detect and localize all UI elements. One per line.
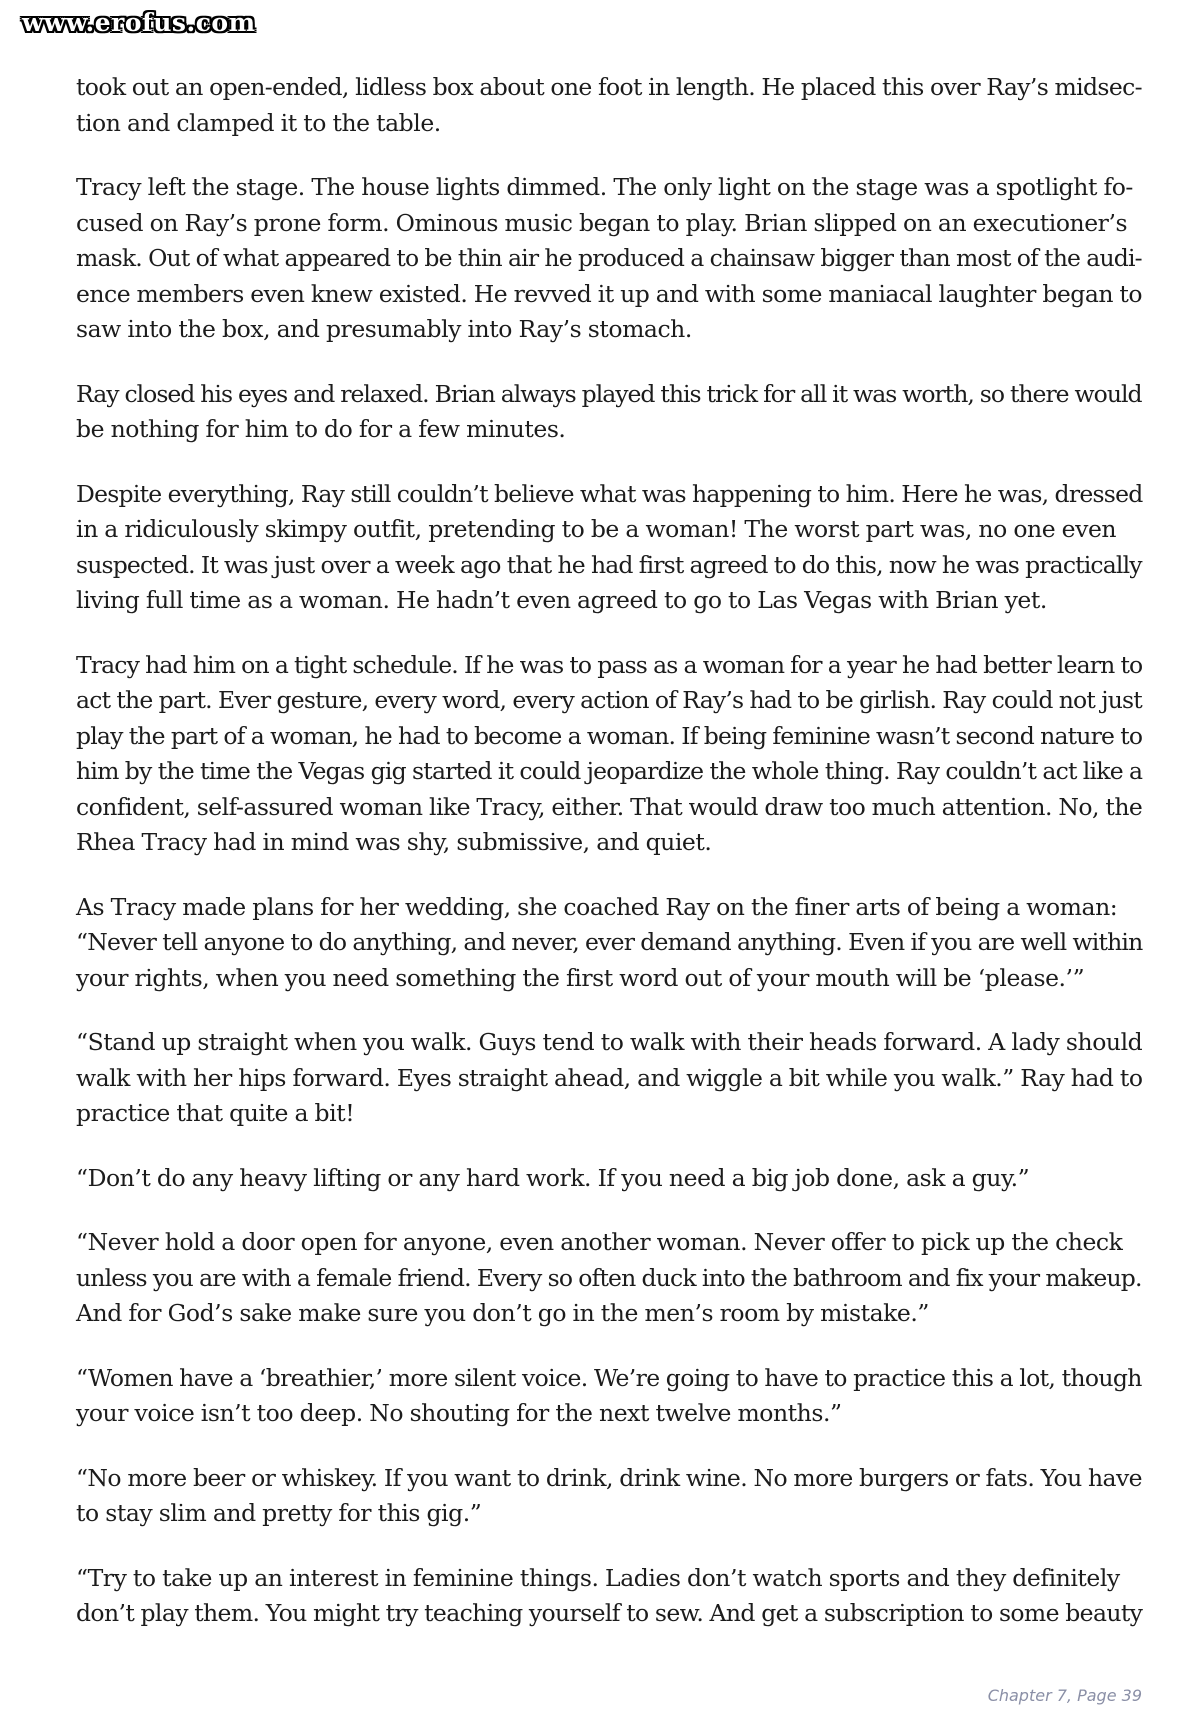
text-line: your rights, when you need something the first word out of your mouth will be ‘please.’” xyxy=(76,963,1085,992)
text-line: “Never tell anyone to do anything, and never, ever demand anything. Even if you are well within xyxy=(76,928,1143,956)
text-line: unless you are with a female friend. Every so often duck into the bathroom and fix your makeup. xyxy=(76,1263,1142,1292)
text-line: don’t play them. You might try teaching yourself to sew. And get a subscription to some beauty xyxy=(76,1599,1143,1627)
text-line: Rhea Tracy had in mind was shy, submissive, and quiet. xyxy=(76,828,712,856)
paragraph xyxy=(76,1161,1144,1197)
text-line: mask. Out of what appeared to be thin air he produced a chainsaw bigger than most of the audi- xyxy=(76,244,1142,272)
text-line: tion and clamped it to the table. xyxy=(76,108,441,137)
paragraph xyxy=(76,1361,1144,1432)
text-line: “No more beer or whiskey. If you want to drink, drink wine. No more burgers or fats. You have xyxy=(76,1463,1142,1492)
text-line: “Don’t do any heavy lifting or any hard work. If you need a big job done, ask a guy.” xyxy=(76,1163,1030,1192)
paragraph xyxy=(76,70,1144,141)
text-line: “Women have a ‘breathier,’ more silent voice. We’re going to have to practice this a lot, though xyxy=(76,1363,1142,1392)
text-line: confident, self-assured woman like Tracy, either. That would draw too much attention. No, the xyxy=(76,792,1143,821)
paragraph xyxy=(76,377,1144,448)
text-line: your voice isn’t too deep. No shouting for the next twelve months.” xyxy=(76,1399,842,1427)
text-line: took out an open-ended, lidless box about one foot in length. He placed this over Ray’s midsec- xyxy=(76,73,1142,101)
text-line: in a ridiculously skimpy outfit, pretending to be a woman! The worst part was, no one even xyxy=(76,515,1117,543)
text-line: practice that quite a bit! xyxy=(76,1099,355,1127)
page-footer: Chapter 7, Page 39 xyxy=(987,1686,1142,1705)
page-body-text xyxy=(76,70,1144,1661)
paragraph xyxy=(76,1461,1144,1532)
text-line: And for God’s sake make sure you don’t go in the men’s room by mistake.” xyxy=(76,1299,929,1327)
text-line: Ray closed his eyes and relaxed. Brian always played this trick for all it was worth, so there would xyxy=(76,379,1142,408)
text-line: As Tracy made plans for her wedding, she coached Ray on the finer arts of being a woman: xyxy=(76,892,1118,921)
text-line: be nothing for him to do for a few minutes. xyxy=(76,415,566,443)
text-line: Tracy left the stage. The house lights dimmed. The only light on the stage was a spotlight fo- xyxy=(76,173,1133,201)
text-line: ence members even knew existed. He revved it up and with some maniacal laughter began to xyxy=(76,279,1143,308)
text-line: “Never hold a door open for anyone, even another woman. Never offer to pick up the check xyxy=(76,1228,1123,1256)
paragraph xyxy=(76,1225,1144,1332)
site-watermark: www.erofus.com xyxy=(22,8,256,37)
text-line: Despite everything, Ray still couldn’t believe what was happening to him. Here he was, dressed xyxy=(76,479,1143,508)
text-line: him by the time the Vegas gig started it could jeopardize the whole thing. Ray couldn’t act like a xyxy=(76,757,1143,785)
paragraph xyxy=(76,477,1144,619)
text-line: suspected. It was just over a week ago that he had first agreed to do this, now he was practically xyxy=(76,550,1142,579)
paragraph xyxy=(76,1561,1144,1632)
text-line: “Try to take up an interest in feminine things. Ladies don’t watch sports and they definitely xyxy=(76,1563,1120,1592)
paragraph xyxy=(76,890,1144,997)
text-line: act the part. Ever gesture, every word, every action of Ray’s had to be girlish. Ray could not just xyxy=(76,686,1142,714)
text-line: living full time as a woman. He hadn’t even agreed to go to Las Vegas with Brian yet. xyxy=(76,586,1047,614)
text-line: saw into the box, and presumably into Ray’s stomach. xyxy=(76,315,692,343)
paragraph xyxy=(76,1025,1144,1132)
text-line: play the part of a woman, he had to become a woman. If being feminine wasn’t second nature to xyxy=(76,721,1143,750)
text-line: “Stand up straight when you walk. Guys tend to walk with their heads forward. A lady should xyxy=(76,1028,1143,1056)
paragraph xyxy=(76,170,1144,348)
paragraph xyxy=(76,648,1144,861)
text-line: cused on Ray’s prone form. Ominous music began to play. Brian slipped on an executioner’s xyxy=(76,208,1128,237)
text-line: to stay slim and pretty for this gig.” xyxy=(76,1499,482,1527)
text-line: Tracy had him on a tight schedule. If he was to pass as a woman for a year he had better learn to xyxy=(76,650,1143,679)
text-line: walk with her hips forward. Eyes straight ahead, and wiggle a bit while you walk.” Ray had to xyxy=(76,1063,1143,1092)
